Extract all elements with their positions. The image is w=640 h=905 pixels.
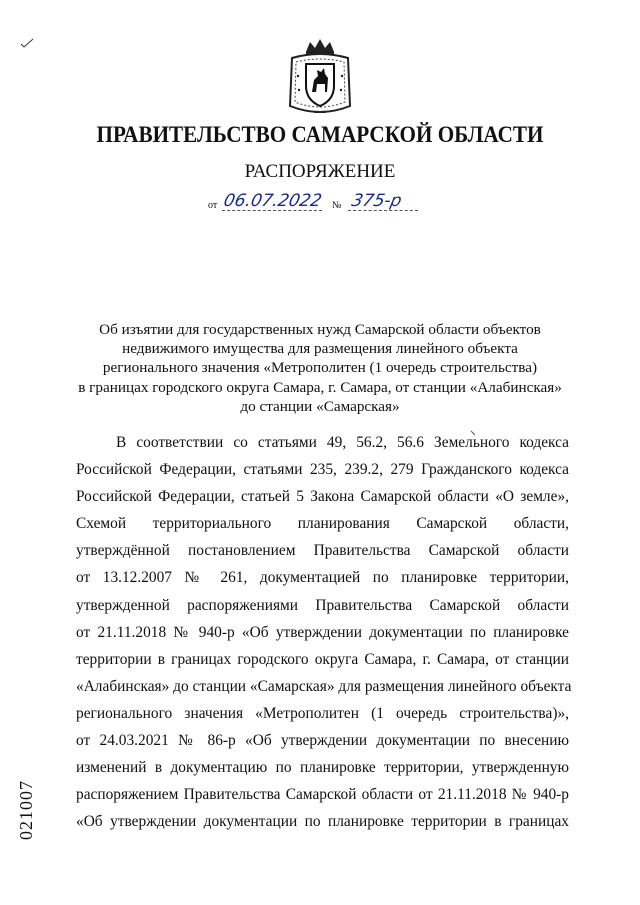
- coat-of-arms-icon: [284, 36, 356, 120]
- subject-line: в границах городского округа Самара, г. Самара, от станции «Алабинская»: [78, 378, 562, 396]
- document-subject: [60, 320, 580, 416]
- body-line: от 13.12.2007 № 261, документацией по планировке территории,: [76, 569, 569, 587]
- body-line: от 21.11.2018 № 940-р «Об утверждении документации по планировке: [76, 623, 569, 641]
- subject-line: регионального значения «Метрополитен (1 очередь строительства): [102, 359, 538, 377]
- body-line: «Алабинская» до станции «Самарская» для размещения линейного объекта: [76, 677, 572, 695]
- subject-line: недвижимого имущества для размещения линейного объекта: [122, 340, 518, 358]
- number-value: 375-р: [349, 191, 404, 211]
- check-mark-icon: [20, 38, 34, 48]
- body-line: регионального значения «Метрополитен (1 очередь строительства)»,: [76, 704, 569, 722]
- number-underline: [348, 210, 418, 211]
- body-line: Российской Федерации, статьями 235, 239.2, 279 Гражданского кодекса: [76, 461, 569, 479]
- body-line: утверждённой постановлением Правительства Самарской области: [76, 542, 569, 560]
- document-body: [76, 434, 572, 840]
- date-value: 06.07.2022: [221, 191, 324, 211]
- date-underline: [222, 210, 322, 211]
- body-line: территории в границах городского округа Самара, г. Самара, от станции: [76, 650, 569, 668]
- date-number-line: [190, 191, 460, 215]
- subject-line: Об изъятии для государственных нужд Самарской области объектов: [99, 321, 541, 338]
- margin-code: 021007: [16, 780, 36, 840]
- date-label: от: [208, 200, 218, 211]
- body-line: распоряжением Правительства Самарской области от 21.11.2018 № 940-р: [76, 786, 569, 804]
- body-line: утвержденной распоряжениями Правительства Самарской области: [76, 596, 569, 614]
- organization-title: ПРАВИТЕЛЬСТВО САМАРСКОЙ ОБЛАСТИ: [96, 122, 544, 147]
- body-line: В соответствии со статьями 49, 56.2, 56.6 Земельного кодекса: [116, 434, 569, 451]
- body-line: «Об утверждении документации по планировке территории в границах: [76, 813, 569, 831]
- subject-line: до станции «Самарская»: [240, 397, 400, 415]
- body-line: Российской Федерации, статьей 5 Закона Самарской области «О земле»,: [76, 488, 569, 506]
- number-label: №: [332, 200, 342, 211]
- document-type: РАСПОРЯЖЕНИЕ: [244, 161, 396, 182]
- body-line: от 24.03.2021 № 86-р «Об утверждении документации по внесению: [76, 732, 569, 750]
- body-line: изменений в документацию по планировке территории, утвержденную: [76, 759, 569, 777]
- body-line: Схемой территориального планирования Самарской области,: [76, 515, 569, 533]
